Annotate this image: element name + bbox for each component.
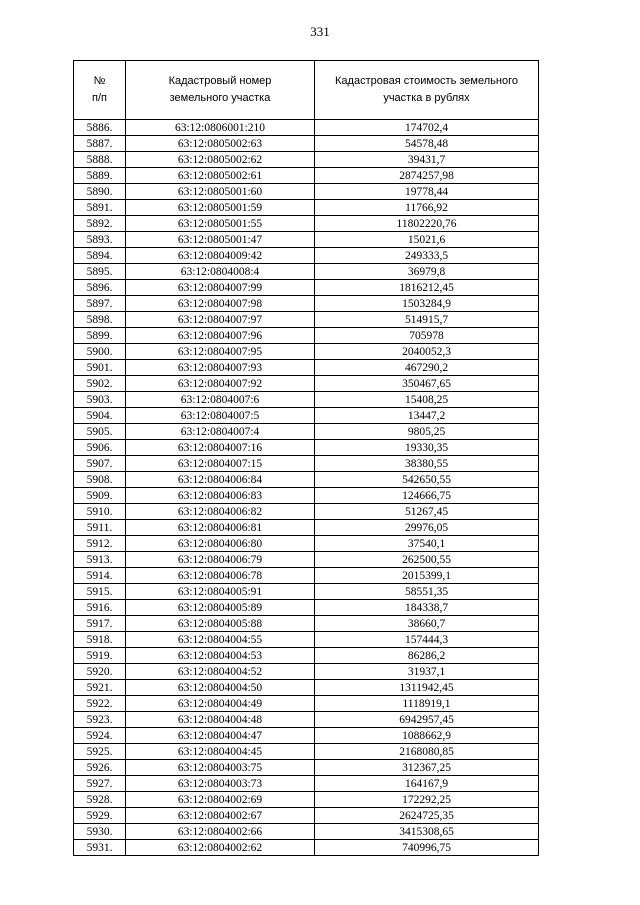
cadastral-number-cell: 63:12:0804007:99: [126, 280, 315, 296]
table-header-row: [74, 61, 539, 120]
row-number-cell: 5901.: [74, 360, 126, 376]
cadastral-number-cell: 63:12:0804006:78: [126, 568, 315, 584]
cadastral-value-cell: 2168080,85: [315, 744, 539, 760]
cadastral-value-cell: 36979,8: [315, 264, 539, 280]
row-number-cell: 5923.: [74, 712, 126, 728]
table-row: [74, 168, 539, 184]
row-number-cell: 5886.: [74, 120, 126, 136]
table-row: [74, 504, 539, 520]
row-number-cell: 5928.: [74, 792, 126, 808]
cadastral-value-cell: 262500,55: [315, 552, 539, 568]
cadastral-value-cell: 124666,75: [315, 488, 539, 504]
cadastral-value-cell: 514915,7: [315, 312, 539, 328]
row-number-cell: 5904.: [74, 408, 126, 424]
row-number-cell: 5899.: [74, 328, 126, 344]
table-row: [74, 664, 539, 680]
row-number-cell: 5930.: [74, 824, 126, 840]
table-row: [74, 648, 539, 664]
table-row: [74, 200, 539, 216]
cadastral-value-cell: 13447,2: [315, 408, 539, 424]
row-number-cell: 5921.: [74, 680, 126, 696]
cadastral-number-cell: 63:12:0804007:5: [126, 408, 315, 424]
cadastral-value-cell: 11802220,76: [315, 216, 539, 232]
table-row: [74, 280, 539, 296]
cadastral-value-cell: 19330,35: [315, 440, 539, 456]
cadastral-number-cell: 63:12:0805001:59: [126, 200, 315, 216]
header-row-number: № п/п: [74, 61, 126, 120]
cadastral-number-cell: 63:12:0805002:62: [126, 152, 315, 168]
table-row: [74, 776, 539, 792]
cadastral-number-cell: 63:12:0804006:79: [126, 552, 315, 568]
cadastral-value-cell: 1816212,45: [315, 280, 539, 296]
row-number-cell: 5927.: [74, 776, 126, 792]
cadastral-value-cell: 467290,2: [315, 360, 539, 376]
cadastral-number-cell: 63:12:0804005:89: [126, 600, 315, 616]
table-row: [74, 600, 539, 616]
cadastral-value-cell: 1118919,1: [315, 696, 539, 712]
cadastral-value-cell: 37540,1: [315, 536, 539, 552]
cadastral-value-cell: 350467,65: [315, 376, 539, 392]
table-row: [74, 728, 539, 744]
cadastral-number-cell: 63:12:0804006:80: [126, 536, 315, 552]
table-row: [74, 360, 539, 376]
cadastral-value-cell: 15408,25: [315, 392, 539, 408]
table-row: [74, 584, 539, 600]
cadastral-number-cell: 63:12:0804004:47: [126, 728, 315, 744]
cadastral-number-cell: 63:12:0804007:96: [126, 328, 315, 344]
table-row: [74, 344, 539, 360]
row-number-cell: 5926.: [74, 760, 126, 776]
cadastral-number-cell: 63:12:0804002:69: [126, 792, 315, 808]
cadastral-number-cell: 63:12:0804006:83: [126, 488, 315, 504]
table-row: [74, 808, 539, 824]
cadastral-number-cell: 63:12:0805001:47: [126, 232, 315, 248]
table-row: [74, 824, 539, 840]
table-row: [74, 456, 539, 472]
cadastral-number-cell: 63:12:0805002:61: [126, 168, 315, 184]
table-row: [74, 232, 539, 248]
cadastral-number-cell: 63:12:0804007:15: [126, 456, 315, 472]
row-number-cell: 5898.: [74, 312, 126, 328]
table-row: [74, 424, 539, 440]
cadastral-value-cell: 157444,3: [315, 632, 539, 648]
cadastral-value-cell: 54578,48: [315, 136, 539, 152]
cadastral-value-cell: 2015399,1: [315, 568, 539, 584]
table-row: [74, 328, 539, 344]
cadastral-number-cell: 63:12:0804004:50: [126, 680, 315, 696]
row-number-cell: 5893.: [74, 232, 126, 248]
cadastral-value-cell: 2624725,35: [315, 808, 539, 824]
cadastral-number-cell: 63:12:0804007:16: [126, 440, 315, 456]
header-cadastral-number: Кадастровый номер земельного участка: [126, 61, 315, 120]
table-row: [74, 472, 539, 488]
row-number-cell: 5917.: [74, 616, 126, 632]
cadastral-number-cell: 63:12:0804007:95: [126, 344, 315, 360]
cadastral-value-cell: 9805,25: [315, 424, 539, 440]
cadastral-value-cell: 11766,92: [315, 200, 539, 216]
row-number-cell: 5910.: [74, 504, 126, 520]
table-row: [74, 120, 539, 136]
cadastral-number-cell: 63:12:0804004:45: [126, 744, 315, 760]
table-row: [74, 632, 539, 648]
cadastral-number-cell: 63:12:0804002:66: [126, 824, 315, 840]
cadastral-number-cell: 63:12:0804002:67: [126, 808, 315, 824]
row-number-cell: 5931.: [74, 840, 126, 856]
cadastral-number-cell: 63:12:0804007:97: [126, 312, 315, 328]
table-row: [74, 840, 539, 856]
table-row: [74, 568, 539, 584]
row-number-cell: 5914.: [74, 568, 126, 584]
cadastral-number-cell: 63:12:0804004:49: [126, 696, 315, 712]
cadastral-number-cell: 63:12:0804009:42: [126, 248, 315, 264]
row-number-cell: 5906.: [74, 440, 126, 456]
cadastral-number-cell: 63:12:0804007:4: [126, 424, 315, 440]
cadastral-value-table: [73, 60, 539, 856]
cadastral-number-cell: 63:12:0804003:73: [126, 776, 315, 792]
cadastral-value-cell: 249333,5: [315, 248, 539, 264]
cadastral-value-cell: 542650,55: [315, 472, 539, 488]
row-number-cell: 5918.: [74, 632, 126, 648]
table-row: [74, 792, 539, 808]
header-cadastral-value: Кадастровая стоимость земельного участка в рублях: [315, 61, 539, 120]
row-number-cell: 5908.: [74, 472, 126, 488]
table-body: [74, 120, 539, 856]
table-row: [74, 312, 539, 328]
cadastral-value-cell: 39431,7: [315, 152, 539, 168]
cadastral-number-cell: 63:12:0804004:52: [126, 664, 315, 680]
row-number-cell: 5888.: [74, 152, 126, 168]
row-number-cell: 5894.: [74, 248, 126, 264]
row-number-cell: 5905.: [74, 424, 126, 440]
cadastral-number-cell: 63:12:0804008:4: [126, 264, 315, 280]
row-number-cell: 5900.: [74, 344, 126, 360]
table-row: [74, 248, 539, 264]
row-number-cell: 5922.: [74, 696, 126, 712]
cadastral-number-cell: 63:12:0805002:63: [126, 136, 315, 152]
cadastral-number-cell: 63:12:0804007:92: [126, 376, 315, 392]
cadastral-value-cell: 6942957,45: [315, 712, 539, 728]
cadastral-number-cell: 63:12:0804005:91: [126, 584, 315, 600]
row-number-cell: 5913.: [74, 552, 126, 568]
table-row: [74, 744, 539, 760]
cadastral-value-cell: 19778,44: [315, 184, 539, 200]
table-row: [74, 408, 539, 424]
cadastral-value-cell: 1311942,45: [315, 680, 539, 696]
table-row: [74, 376, 539, 392]
table-row: [74, 440, 539, 456]
cadastral-value-cell: 184338,7: [315, 600, 539, 616]
row-number-cell: 5895.: [74, 264, 126, 280]
row-number-cell: 5919.: [74, 648, 126, 664]
cadastral-value-cell: 29976,05: [315, 520, 539, 536]
table-row: [74, 616, 539, 632]
cadastral-value-cell: 705978: [315, 328, 539, 344]
table-row: [74, 136, 539, 152]
row-number-cell: 5912.: [74, 536, 126, 552]
table-row: [74, 184, 539, 200]
row-number-cell: 5916.: [74, 600, 126, 616]
row-number-cell: 5887.: [74, 136, 126, 152]
cadastral-value-cell: 2874257,98: [315, 168, 539, 184]
cadastral-number-cell: 63:12:0804003:75: [126, 760, 315, 776]
cadastral-value-cell: 15021,6: [315, 232, 539, 248]
cadastral-value-cell: 312367,25: [315, 760, 539, 776]
row-number-cell: 5896.: [74, 280, 126, 296]
cadastral-value-cell: 3415308,65: [315, 824, 539, 840]
row-number-cell: 5903.: [74, 392, 126, 408]
cadastral-number-cell: 63:12:0804004:53: [126, 648, 315, 664]
cadastral-number-cell: 63:12:0805001:55: [126, 216, 315, 232]
row-number-cell: 5892.: [74, 216, 126, 232]
table-row: [74, 680, 539, 696]
cadastral-number-cell: 63:12:0806001:210: [126, 120, 315, 136]
cadastral-number-cell: 63:12:0805001:60: [126, 184, 315, 200]
table-row: [74, 552, 539, 568]
cadastral-number-cell: 63:12:0804005:88: [126, 616, 315, 632]
cadastral-value-cell: 58551,35: [315, 584, 539, 600]
cadastral-number-cell: 63:12:0804006:82: [126, 504, 315, 520]
table-row: [74, 152, 539, 168]
cadastral-value-cell: 172292,25: [315, 792, 539, 808]
row-number-cell: 5915.: [74, 584, 126, 600]
cadastral-number-cell: 63:12:0804004:48: [126, 712, 315, 728]
table-row: [74, 760, 539, 776]
table-row: [74, 392, 539, 408]
table-row: [74, 488, 539, 504]
row-number-cell: 5890.: [74, 184, 126, 200]
page-number: 331: [310, 24, 330, 39]
cadastral-value-cell: 38380,55: [315, 456, 539, 472]
table-row: [74, 696, 539, 712]
row-number-cell: 5902.: [74, 376, 126, 392]
row-number-cell: 5907.: [74, 456, 126, 472]
row-number-cell: 5920.: [74, 664, 126, 680]
row-number-cell: 5891.: [74, 200, 126, 216]
cadastral-value-cell: 1503284,9: [315, 296, 539, 312]
cadastral-value-cell: 164167,9: [315, 776, 539, 792]
cadastral-number-cell: 63:12:0804007:6: [126, 392, 315, 408]
cadastral-value-cell: 740996,75: [315, 840, 539, 856]
cadastral-value-cell: 51267,45: [315, 504, 539, 520]
cadastral-value-cell: 31937,1: [315, 664, 539, 680]
row-number-cell: 5909.: [74, 488, 126, 504]
table-row: [74, 536, 539, 552]
row-number-cell: 5924.: [74, 728, 126, 744]
row-number-cell: 5929.: [74, 808, 126, 824]
cadastral-value-cell: 38660,7: [315, 616, 539, 632]
table-row: [74, 712, 539, 728]
cadastral-number-cell: 63:12:0804006:84: [126, 472, 315, 488]
row-number-cell: 5897.: [74, 296, 126, 312]
cadastral-value-cell: 2040052,3: [315, 344, 539, 360]
cadastral-number-cell: 63:12:0804006:81: [126, 520, 315, 536]
cadastral-value-cell: 86286,2: [315, 648, 539, 664]
cadastral-value-cell: 1088662,9: [315, 728, 539, 744]
cadastral-number-cell: 63:12:0804007:93: [126, 360, 315, 376]
row-number-cell: 5889.: [74, 168, 126, 184]
table-row: [74, 264, 539, 280]
row-number-cell: 5925.: [74, 744, 126, 760]
table-row: [74, 296, 539, 312]
cadastral-number-cell: 63:12:0804007:98: [126, 296, 315, 312]
row-number-cell: 5911.: [74, 520, 126, 536]
table-row: [74, 520, 539, 536]
cadastral-value-cell: 174702,4: [315, 120, 539, 136]
cadastral-number-cell: 63:12:0804004:55: [126, 632, 315, 648]
table-row: [74, 216, 539, 232]
cadastral-number-cell: 63:12:0804002:62: [126, 840, 315, 856]
